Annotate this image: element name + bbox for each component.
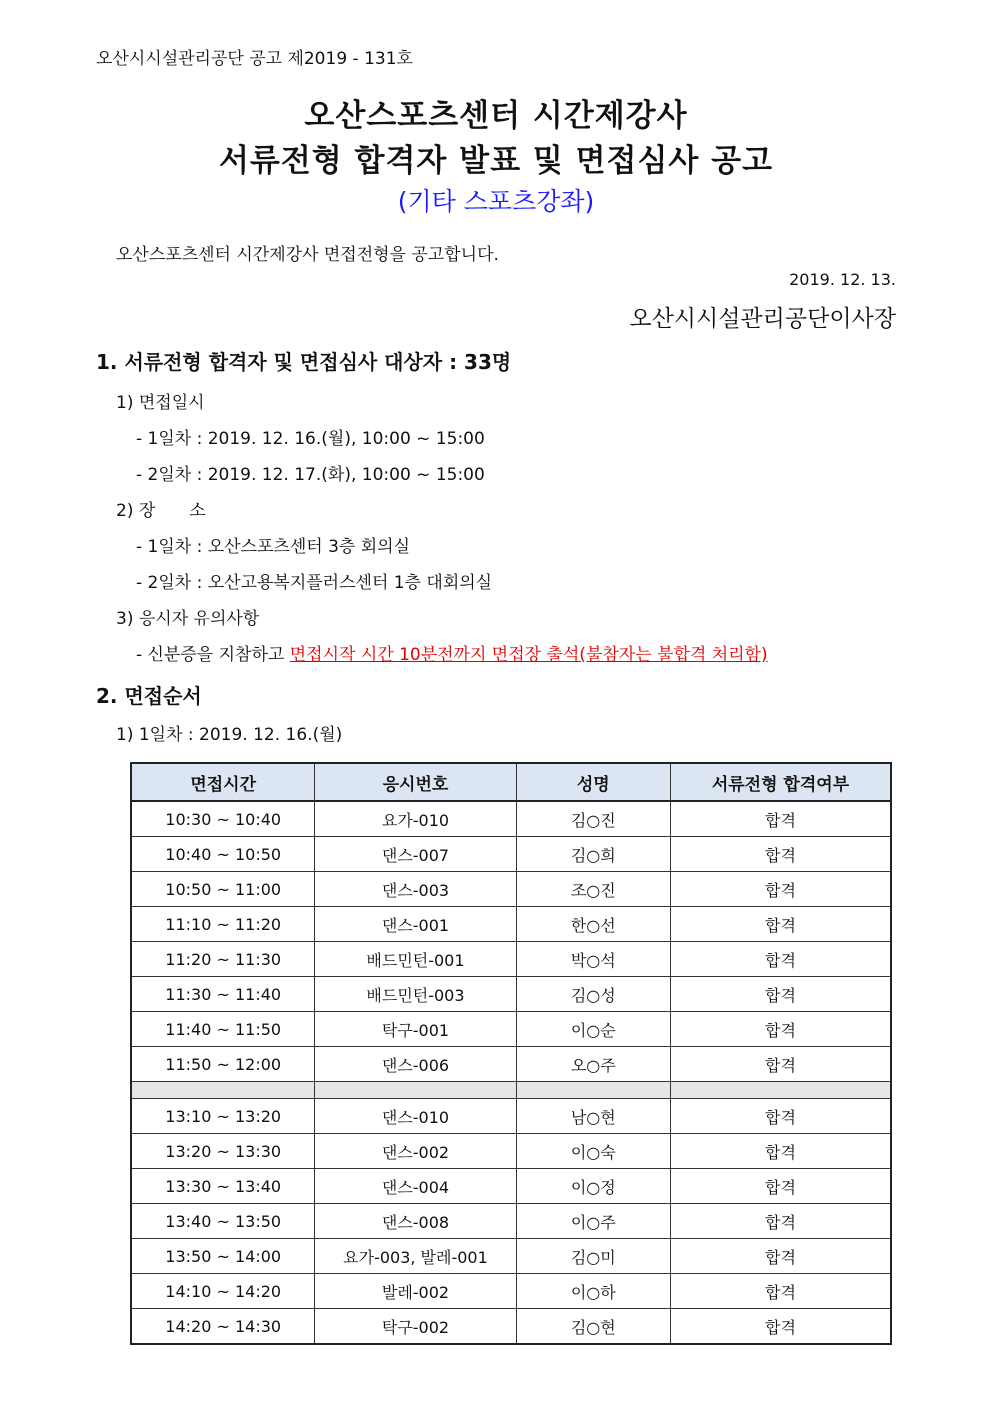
table-header-row (131, 763, 891, 801)
table-row (131, 872, 891, 907)
cell-time: 14:20 ~ 14:30 (131, 1309, 315, 1345)
cell-time: 11:10 ~ 11:20 (131, 907, 315, 942)
lunch-break-row (131, 1082, 891, 1099)
cell-time: 10:30 ~ 10:40 (131, 801, 315, 837)
cell-time: 13:50 ~ 14:00 (131, 1239, 315, 1274)
table-row (131, 977, 891, 1012)
table-row (131, 1099, 891, 1134)
cell-name: 이○숙 (516, 1134, 670, 1169)
cell-applicant-no: 댄스-003 (315, 872, 516, 907)
cell-applicant-no: 배드민턴-003 (315, 977, 516, 1012)
cell-name: 오○주 (516, 1047, 670, 1082)
cell-applicant-no: 발레-002 (315, 1274, 516, 1309)
cell-applicant-no: 요가-003, 발레-001 (315, 1239, 516, 1274)
table-row (131, 1134, 891, 1169)
day1-label: 1) 1일차 : 2019. 12. 16.(월) (116, 725, 343, 745)
issuer: 오산시시설관리공단이사장 (629, 306, 896, 332)
interview-day2: - 2일차 : 2019. 12. 17.(화), 10:00 ~ 15:00 (136, 465, 485, 485)
cell-name: 김○희 (516, 837, 670, 872)
cell-applicant-no: 댄스-008 (315, 1204, 516, 1239)
interview-day1: - 1일차 : 2019. 12. 16.(월), 10:00 ~ 15:00 (136, 429, 485, 449)
location-day2: - 2일차 : 오산고용복지플러스센터 1층 대회의실 (136, 573, 493, 593)
cell-time: 11:50 ~ 12:00 (131, 1047, 315, 1082)
table-row (131, 837, 891, 872)
cell-name: 남○현 (516, 1099, 670, 1134)
cell-result: 합격 (670, 1204, 891, 1239)
cell-time: 13:10 ~ 13:20 (131, 1099, 315, 1134)
table-row (131, 801, 891, 837)
intro-text: 오산스포츠센터 시간제강사 면접전형을 공고합니다. (116, 245, 499, 265)
cell-time: 10:50 ~ 11:00 (131, 872, 315, 907)
section-1-title: 1. 서류전형 합격자 및 면접심사 대상자 : 33명 (96, 350, 512, 374)
cell-name: 이○하 (516, 1274, 670, 1309)
cell-name: 이○주 (516, 1204, 670, 1239)
notice-number: 오산시시설관리공단 공고 제2019 - 131호 (96, 49, 413, 69)
cell-time: 11:30 ~ 11:40 (131, 977, 315, 1012)
cell-applicant-no: 댄스-002 (315, 1134, 516, 1169)
cell-result: 합격 (670, 1099, 891, 1134)
cell-name: 박○석 (516, 942, 670, 977)
cell-name: 한○선 (516, 907, 670, 942)
cell-applicant-no: 댄스-010 (315, 1099, 516, 1134)
notes-highlight: 면접시작 시간 10분전까지 면접장 출석(불참자는 불합격 처리함) (289, 645, 768, 665)
table-row (131, 1309, 891, 1345)
cell-time: 10:40 ~ 10:50 (131, 837, 315, 872)
notes-title: 3) 응시자 유의사항 (116, 609, 260, 629)
cell-result: 합격 (670, 1012, 891, 1047)
cell-result: 합격 (670, 977, 891, 1012)
cell-name: 이○순 (516, 1012, 670, 1047)
cell-result: 합격 (670, 801, 891, 837)
cell-time: 14:10 ~ 14:20 (131, 1274, 315, 1309)
cell-result: 합격 (670, 907, 891, 942)
cell-applicant-no: 배드민턴-001 (315, 942, 516, 977)
cell-time: 11:20 ~ 11:30 (131, 942, 315, 977)
header-name: 성명 (516, 763, 670, 801)
cell-result: 합격 (670, 1134, 891, 1169)
cell-applicant-no: 댄스-007 (315, 837, 516, 872)
cell-result: 합격 (670, 837, 891, 872)
cell-result: 합격 (670, 1047, 891, 1082)
table-row (131, 1012, 891, 1047)
cell-name: 김○성 (516, 977, 670, 1012)
cell-time: 13:30 ~ 13:40 (131, 1169, 315, 1204)
section-2-title: 2. 면접순서 (96, 684, 202, 708)
cell-name: 이○정 (516, 1169, 670, 1204)
notes-text: - 신분증을 지참하고 (136, 645, 290, 665)
header-result: 서류전형 합격여부 (670, 763, 891, 801)
cell-applicant-no: 요가-010 (315, 801, 516, 837)
cell-time: 13:40 ~ 13:50 (131, 1204, 315, 1239)
cell-applicant-no: 댄스-006 (315, 1047, 516, 1082)
header-applicant-no: 응시번호 (315, 763, 516, 801)
cell-time: 13:20 ~ 13:30 (131, 1134, 315, 1169)
cell-name: 김○미 (516, 1239, 670, 1274)
cell-name: 김○현 (516, 1309, 670, 1345)
cell-result: 합격 (670, 1239, 891, 1274)
notes-line (136, 640, 768, 665)
cell-applicant-no: 탁구-002 (315, 1309, 516, 1345)
cell-result: 합격 (670, 1309, 891, 1345)
cell-result: 합격 (670, 872, 891, 907)
cell-name: 김○진 (516, 801, 670, 837)
title-line-2: 서류전형 합격자 발표 및 면접심사 공고 (218, 143, 774, 179)
header-time: 면접시간 (131, 763, 315, 801)
cell-applicant-no: 댄스-004 (315, 1169, 516, 1204)
table-row (131, 1274, 891, 1309)
cell-applicant-no: 댄스-001 (315, 907, 516, 942)
notice-date: 2019. 12. 13. (789, 270, 896, 289)
interview-datetime-title: 1) 면접일시 (116, 393, 205, 413)
table-row (131, 942, 891, 977)
title-line-1: 오산스포츠센터 시간제강사 (304, 98, 688, 134)
cell-result: 합격 (670, 942, 891, 977)
cell-applicant-no: 탁구-001 (315, 1012, 516, 1047)
location-title: 2) 장 소 (116, 501, 206, 521)
table-row (131, 1239, 891, 1274)
cell-result: 합격 (670, 1169, 891, 1204)
subtitle: (기타 스포츠강좌) (397, 187, 595, 216)
interview-schedule-table (130, 762, 892, 1345)
cell-result: 합격 (670, 1274, 891, 1309)
table-row (131, 1047, 891, 1082)
table-row (131, 1169, 891, 1204)
location-day1: - 1일차 : 오산스포츠센터 3층 회의실 (136, 537, 410, 557)
cell-name: 조○진 (516, 872, 670, 907)
cell-time: 11:40 ~ 11:50 (131, 1012, 315, 1047)
table-row (131, 1204, 891, 1239)
table-row (131, 907, 891, 942)
